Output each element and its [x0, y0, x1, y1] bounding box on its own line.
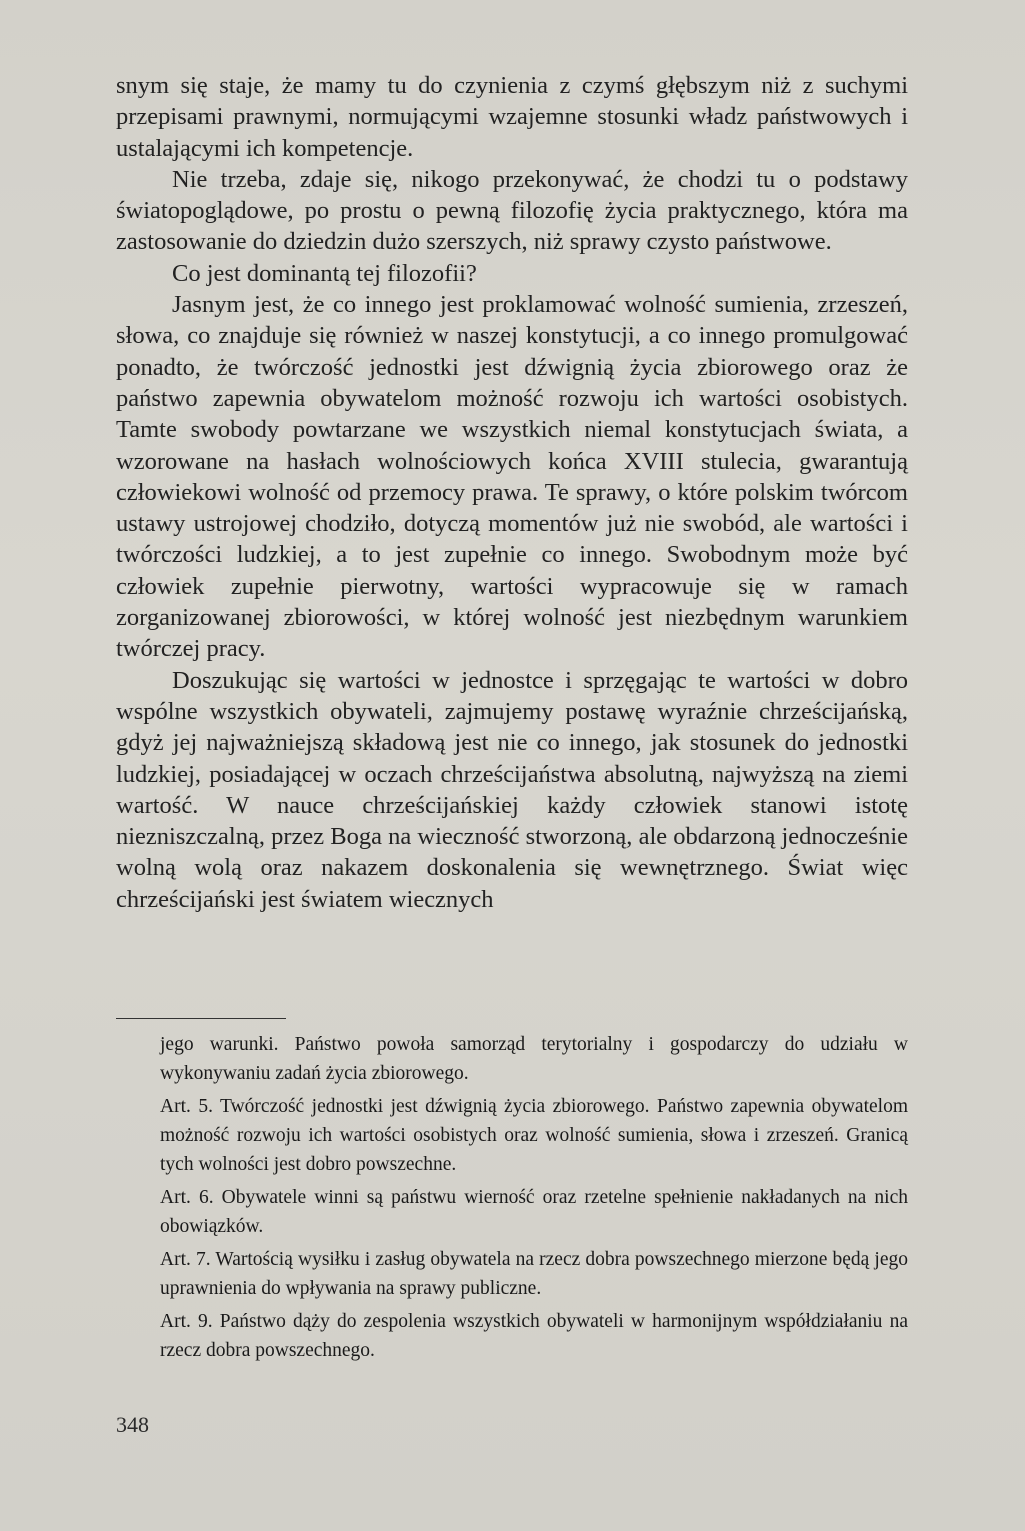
main-text	[116, 70, 908, 915]
footnote: Art. 5. Twórczość jednostki jest dźwignią życia zbiorowego. Państwo zapewnia obywatelom możność rozwoju ich wartości osobistych oraz wolność sumienia, słowa i zrzeszeń. Granicą tych wolności jest dobro powszechne.	[160, 1096, 908, 1175]
paragraph: Nie trzeba, zdaje się, nikogo przekonywać, że chodzi tu o podstawy światopoglądowe, po prostu o pewną filozofię życia praktycznego, która ma zastosowanie do dziedzin dużo szerszych, niż sprawy czysto państwowe.	[116, 165, 908, 256]
paragraph: Jasnym jest, że co innego jest proklamować wolność sumienia, zrzeszeń, słowa, co znajduje się również w naszej konstytucji, a co innego promulgować ponadto, że twórczość jednostki jest dźwignią życia zbiorowego oraz że państwo zapewnia obywatelom możność rozwoju ich wartości osobistych. Tamte swobody powtarzane we wszystkich niemal konstytucjach świata, a wzorowane na hasłach wolnościowych końca XVIII stulecia, gwarantują człowiekowi wolność od przemocy prawa. Te sprawy, o które polskim twórcom ustawy ustrojowej chodziło, dotyczą momentów już nie swobód, ale wartości i twórczości ludzkiej, a to jest zupełnie co innego. Swobodnym może być człowiek zupełnie pierwotny, wartości wypracowuje się w ramach zorganizowanej zbiorowości, w której wolność jest niezbędnym warunkiem twórczej pracy.	[116, 291, 908, 663]
paragraph: Co jest dominantą tej filozofii?	[172, 259, 477, 287]
footnote: Art. 7. Wartością wysiłku i zasług obywatela na rzecz dobra powszechnego mierzone będą jego uprawnienia do wpływania na sprawy publiczne.	[160, 1249, 908, 1299]
footnote: jego warunki. Państwo powoła samorząd terytorialny i gospodarczy do udziału w wykonywaniu zadań życia zbiorowego.	[160, 1034, 908, 1084]
footnotes	[160, 1030, 908, 1369]
paragraph: Doszukując się wartości w jednostce i sprzęgając te wartości w dobro wspólne wszystkich obywateli, zajmujemy postawę wyraźnie chrześcijańską, gdyż jej najważniejszą składową jest nie co innego, jak stosunek do jednostki ludzkiej, posiadającej w oczach chrześcijaństwa absolutną, najwyższą na ziemi wartość. W nauce chrześcijańskiej każdy człowiek stanowi istotę niezniszczalną, przez Boga na wieczność stworzoną, ale obdarzoną jednocześnie wolną wolą oraz nakazem doskonalenia się wewnętrznego. Świat więc chrześcijański jest światem wiecznych	[116, 666, 908, 913]
page-number: 348	[116, 1412, 149, 1437]
paragraph: snym się staje, że mamy tu do czynienia z czymś głębszym niż z suchymi przepisami prawnymi, normującymi wzajemne stosunki władz państwowych i ustalającymi ich kompetencje.	[116, 72, 908, 162]
footnote-divider	[116, 1018, 286, 1019]
footnote: Art. 6. Obywatele winni są państwu wierność oraz rzetelne spełnienie nakładanych na nich obowiązków.	[160, 1187, 908, 1237]
footnote: Art. 9. Państwo dąży do zespolenia wszystkich obywateli w harmonijnym współdziałaniu na rzecz dobra powszechnego.	[160, 1311, 908, 1361]
